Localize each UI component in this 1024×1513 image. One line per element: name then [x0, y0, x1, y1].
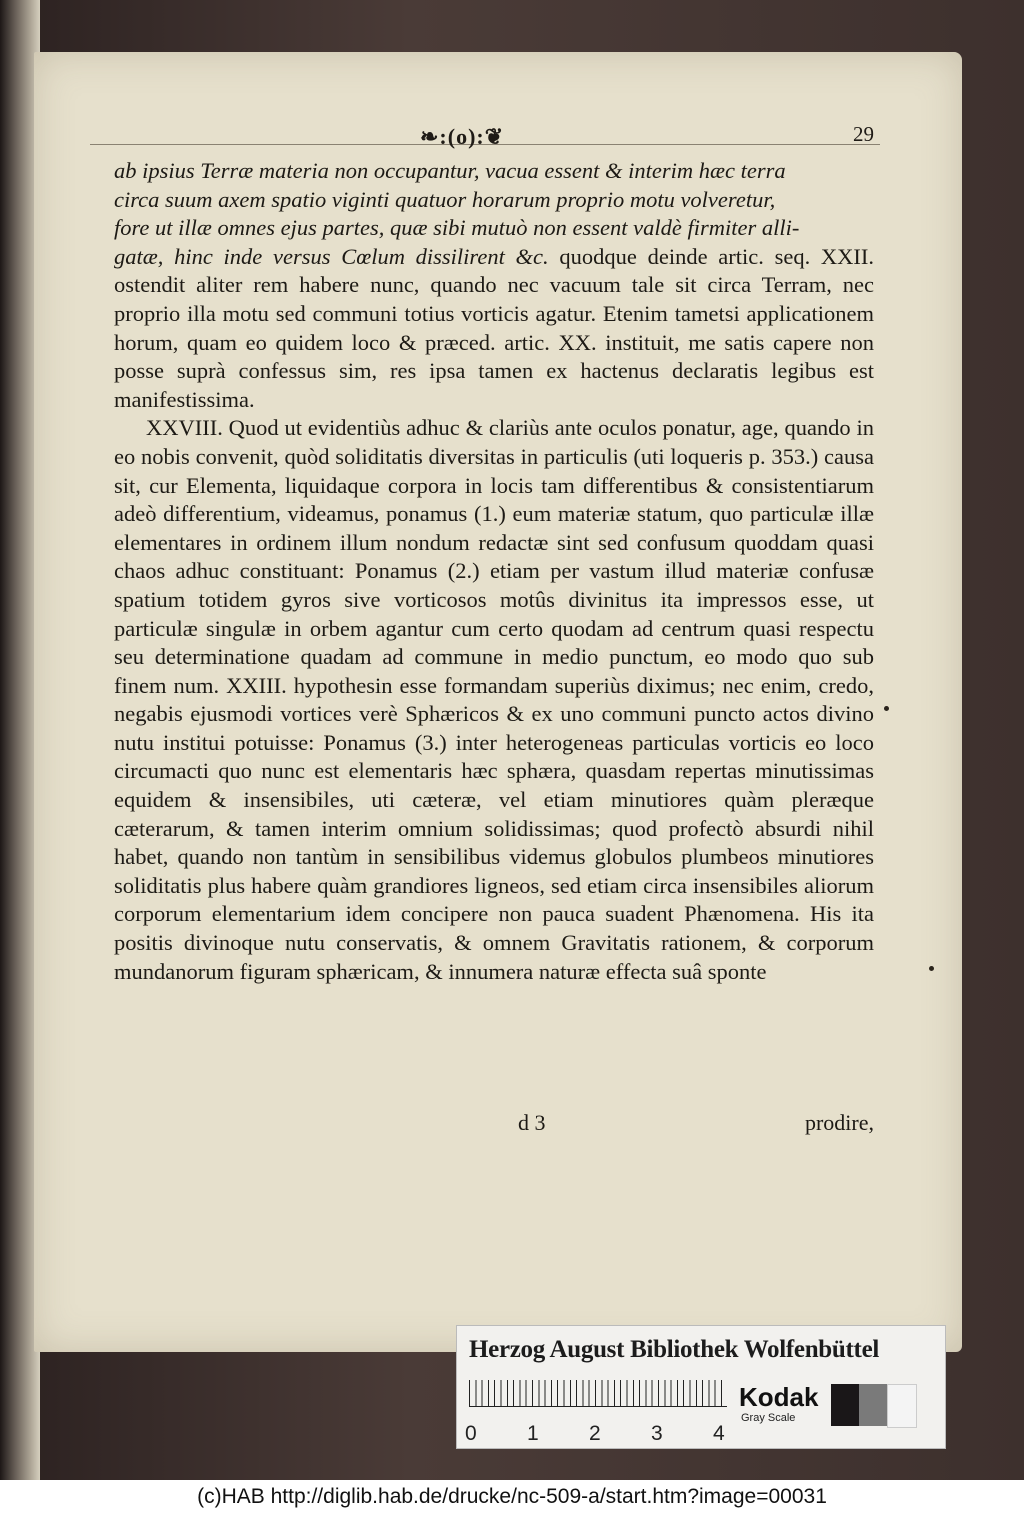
ruler-number: 1 [527, 1422, 539, 1445]
paragraph-text: quodque deinde artic. seq. XXII. ostendit aliter rem habere nunc, quando nec vacuum tale sit circa Terram, nec proprio illa motu sed communi totius vorticis agatur. Etenim tametsi applicationem horum, quam eo quidem loco & præced. artic. XX. instituit, me satis capere non posse suprà confessus sim, res ipsa tamen ex hactenus declaratis legibus est manifestissima. [114, 243, 875, 412]
ruler-numbers [465, 1422, 735, 1448]
running-header [90, 122, 880, 154]
ruler-ticks [469, 1380, 727, 1406]
ruler-number: 4 [713, 1422, 725, 1445]
italic-line: gatæ, hinc inde versus Cœlum dissilirent &c. [114, 243, 560, 269]
margin-mark [929, 966, 934, 971]
margin-mark [884, 706, 889, 711]
ruler-number: 2 [589, 1422, 601, 1445]
library-name: Herzog August Bibliothek Wolfenbüttel [469, 1336, 880, 1363]
page-body [114, 157, 874, 986]
catchword: prodire, [804, 1110, 874, 1135]
scale-ruler [469, 1380, 727, 1410]
kodak-logo: Kodak [739, 1382, 819, 1412]
gray-scale-label: Gray Scale [741, 1412, 796, 1424]
ruler-number: 3 [651, 1422, 663, 1445]
paragraph-xxviii: XXVIII. Quod ut evidentiùs adhuc & clariùs ante oculos ponatur, age, quando in eo nobis convenit, quòd soliditatis diversitas in particulis (uti loqueris p. 353.) causa sit, cur Elementa, liquidaque corpora in locis tam differentibus & consistentiarum adeò differentium, videamus, ponamus (1.) eum materiæ statum, quo particulæ illæ elementares in ordinem illum nondum redactæ sint sed confusum quoddam quasi chaos adhuc constituant: Ponamus (2.) etiam per vastum illud materiæ confusæ spatium totidem gyros sive vorticosos motûs divinitus ita impressos esse, ut particulæ singulæ in orbem agantur cum certo quodam ad centrum quasi respectu seu determinatione quadam ad commune in medio punctum, eo modo quo sub finem num. XXIII. hypothesin esse formandam superiùs diximus; nec enim, credo, negabis ejusmodi vortices verè Sphæricos & ex uno communi puncto actos divino nutu institui potuisse: Ponamus (3.) inter heterogeneas particulas vorticis eo loco circumacti quo nunc est elementaris hæc sphæra, quasdam repertas minutissimas equidem & insensibiles, uti cæteræ, vel etiam minutiores quàm pleræque cæterarum, & tamen interim omnium solidissimas; quod profectò absurdi nihil habet, quando non tantùm in sensibilibus videmus globulos plumbeos minutiores soliditatis plus habere quàm grandiores ligneos, sed etiam circa insensibiles aliorum corporum elementarium idem concipere non pauca suadent Phænomena. His ita positis divinoque nutu conservatis, & omnem Gravitatis rationem, & corporum mundanorum figuram sphæricam, & innumera naturæ effecta suâ sponte [114, 415, 874, 984]
ruler-baseline [469, 1406, 727, 1407]
ruler-number: 0 [465, 1422, 477, 1445]
italic-line: circa suum axem spatio viginti quatuor horarum proprio motu volveretur, [114, 186, 776, 212]
page-number: 29 [853, 122, 874, 146]
swatch-gray [859, 1384, 887, 1426]
swatch-black [831, 1384, 859, 1426]
color-calibration-card [456, 1325, 946, 1449]
paragraph-continuation [114, 157, 874, 414]
italic-line: fore ut illæ omnes ejus partes, quæ sibi mutuò non essent valdè firmiter alli- [114, 215, 800, 241]
copyright-caption: (c)HAB http://diglib.hab.de/drucke/nc-509-a/start.htm?image=00031 [0, 1480, 1024, 1513]
italic-line: ab ipsius Terræ materia non occupantur, vacua essent & interim hæc terra [114, 158, 786, 183]
signature-mark: d 3 [518, 1110, 546, 1135]
header-ornament: ❧:(o):❦ [420, 124, 505, 149]
swatch-white [887, 1384, 917, 1428]
page-footer [114, 1110, 874, 1140]
